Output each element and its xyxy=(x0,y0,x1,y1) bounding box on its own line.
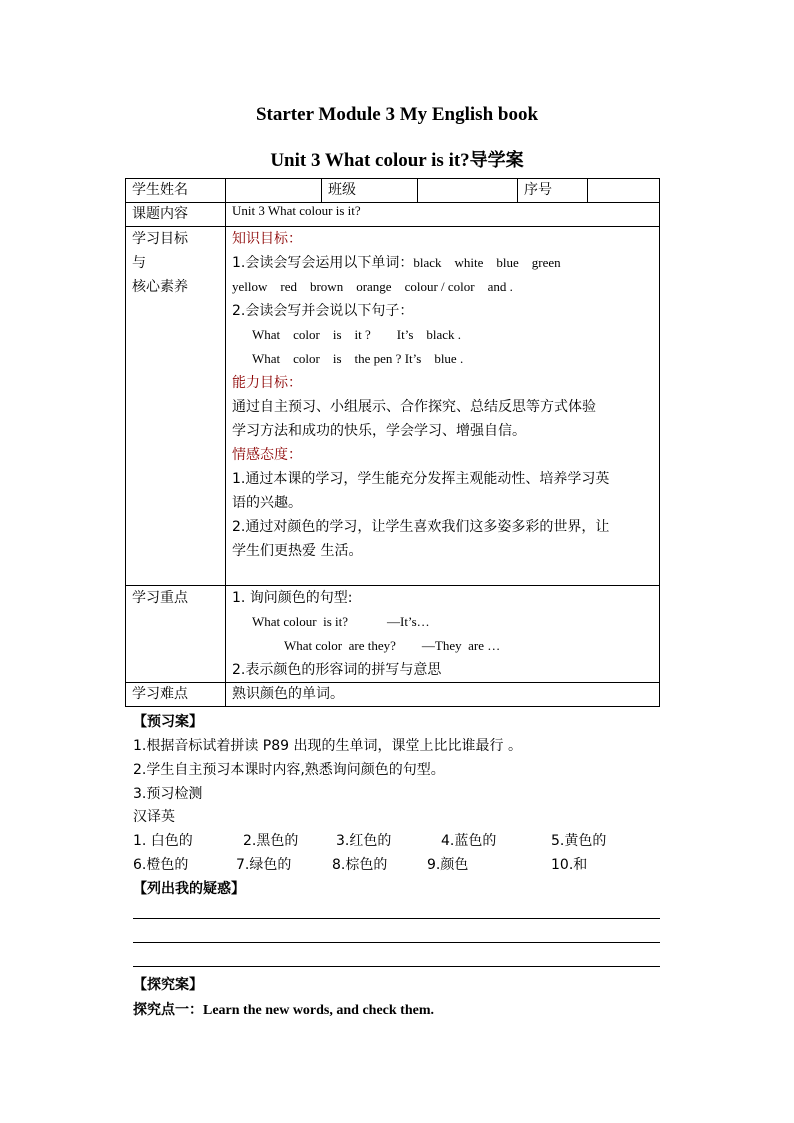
title-unit: Unit 3 What colour is it? xyxy=(270,150,470,171)
row-student-info xyxy=(126,179,660,203)
translation-item: 1. 白色的 xyxy=(133,833,193,849)
translation-item: 6.橙色的 xyxy=(133,857,189,873)
doc-title-line1: Starter Module 3 My English book xyxy=(255,104,539,125)
preview-line-1: 1.根据音标试着拼读 P89 出现的生单词，课堂上比比谁最行 。 xyxy=(133,738,522,754)
goals-label-2: 与 xyxy=(132,255,146,271)
topic-value: Unit 3 What colour is it? xyxy=(226,203,660,227)
sentence-1: What color is it ? It’s black . xyxy=(252,327,462,342)
title-cn: 导学案 xyxy=(469,150,524,171)
knowledge-item-1: 1.会读会写会运用以下单词： xyxy=(232,255,414,271)
translation-item: 8.棕色的 xyxy=(332,857,388,873)
ability-line-1: 通过自主预习、小组展示、合作探究、总结反思等方式体验 xyxy=(232,399,596,415)
explore-heading: 【探究案】 xyxy=(133,977,203,993)
answer-line[interactable] xyxy=(133,918,660,919)
knowledge-words-1: black white blue green xyxy=(413,255,561,270)
label-student-name: 学生姓名 xyxy=(126,179,226,203)
answer-line[interactable] xyxy=(133,942,660,943)
row-goals xyxy=(126,227,660,586)
translation-item: 3.红色的 xyxy=(336,833,392,849)
translation-item: 10.和 xyxy=(551,857,588,873)
goals-label-1: 学习目标 xyxy=(132,231,188,247)
ability-line-2: 学习方法和成功的快乐，学会学习、增强自信。 xyxy=(232,423,526,439)
translation-item: 5.黄色的 xyxy=(551,833,607,849)
study-plan-table xyxy=(125,178,660,707)
preview-line-3: 3.预习检测 xyxy=(133,786,203,802)
row-key-points xyxy=(126,586,660,683)
explore-point-1-text: Learn the new words, and check them. xyxy=(203,1003,434,1018)
row-topic xyxy=(126,203,660,227)
knowledge-item-2: 2.会读会写并会说以下句子： xyxy=(232,303,414,319)
doubts-heading: 【列出我的疑惑】 xyxy=(133,881,245,897)
key-pattern-1: What colour is it? —It’s… xyxy=(252,614,430,629)
attitude-heading: 情感态度： xyxy=(232,447,302,463)
row-difficulty xyxy=(126,683,660,707)
key-pattern-2: What color are they? —They are … xyxy=(284,638,501,653)
ability-heading: 能力目标： xyxy=(232,375,302,391)
explore-point-1-label: 探究点一： xyxy=(133,1002,203,1018)
key-point-1: 1. 询问颜色的句型: xyxy=(232,590,353,606)
label-goals xyxy=(126,227,226,586)
knowledge-words-2: yellow red brown orange colour / color and . xyxy=(232,279,513,294)
field-student-name[interactable] xyxy=(226,179,322,203)
label-topic: 课题内容 xyxy=(126,203,226,227)
key-points-content xyxy=(226,586,660,683)
translation-item: 7.绿色的 xyxy=(236,857,292,873)
key-point-2: 2.表示颜色的形容词的拼写与意思 xyxy=(232,662,442,678)
preview-line-2: 2.学生自主预习本课时内容,熟悉询问颜色的句型。 xyxy=(133,762,445,778)
label-difficulty: 学习难点 xyxy=(126,683,226,707)
preview-line-4: 汉译英 xyxy=(133,809,175,825)
label-seq: 序号 xyxy=(518,179,588,203)
preview-heading: 【预习案】 xyxy=(133,714,203,730)
attitude-line-2: 语的兴趣。 xyxy=(232,495,302,511)
explore-point-1 xyxy=(133,999,434,1019)
translation-item: 9.颜色 xyxy=(427,857,469,873)
doc-title-line2 xyxy=(0,146,794,172)
goals-label-3: 核心素养 xyxy=(132,279,188,295)
answer-line[interactable] xyxy=(133,966,660,967)
label-key-points: 学习重点 xyxy=(126,586,226,683)
knowledge-heading: 知识目标： xyxy=(232,231,302,247)
goals-content xyxy=(226,227,660,586)
attitude-line-4: 学生们更热爱 生活。 xyxy=(232,543,363,559)
translation-items xyxy=(0,830,794,878)
label-class: 班级 xyxy=(322,179,418,203)
attitude-line-3: 2.通过对颜色的学习，让学生喜欢我们这多姿多彩的世界，让 xyxy=(232,519,610,535)
difficulty-value: 熟识颜色的单词。 xyxy=(226,683,660,707)
translation-item: 4.蓝色的 xyxy=(441,833,497,849)
sentence-2: What color is the pen ? It’s blue . xyxy=(252,351,464,366)
translation-item: 2.黑色的 xyxy=(243,833,299,849)
field-class[interactable] xyxy=(418,179,518,203)
field-seq[interactable] xyxy=(588,179,660,203)
attitude-line-1: 1.通过本课的学习，学生能充分发挥主观能动性、培养学习英 xyxy=(232,471,610,487)
